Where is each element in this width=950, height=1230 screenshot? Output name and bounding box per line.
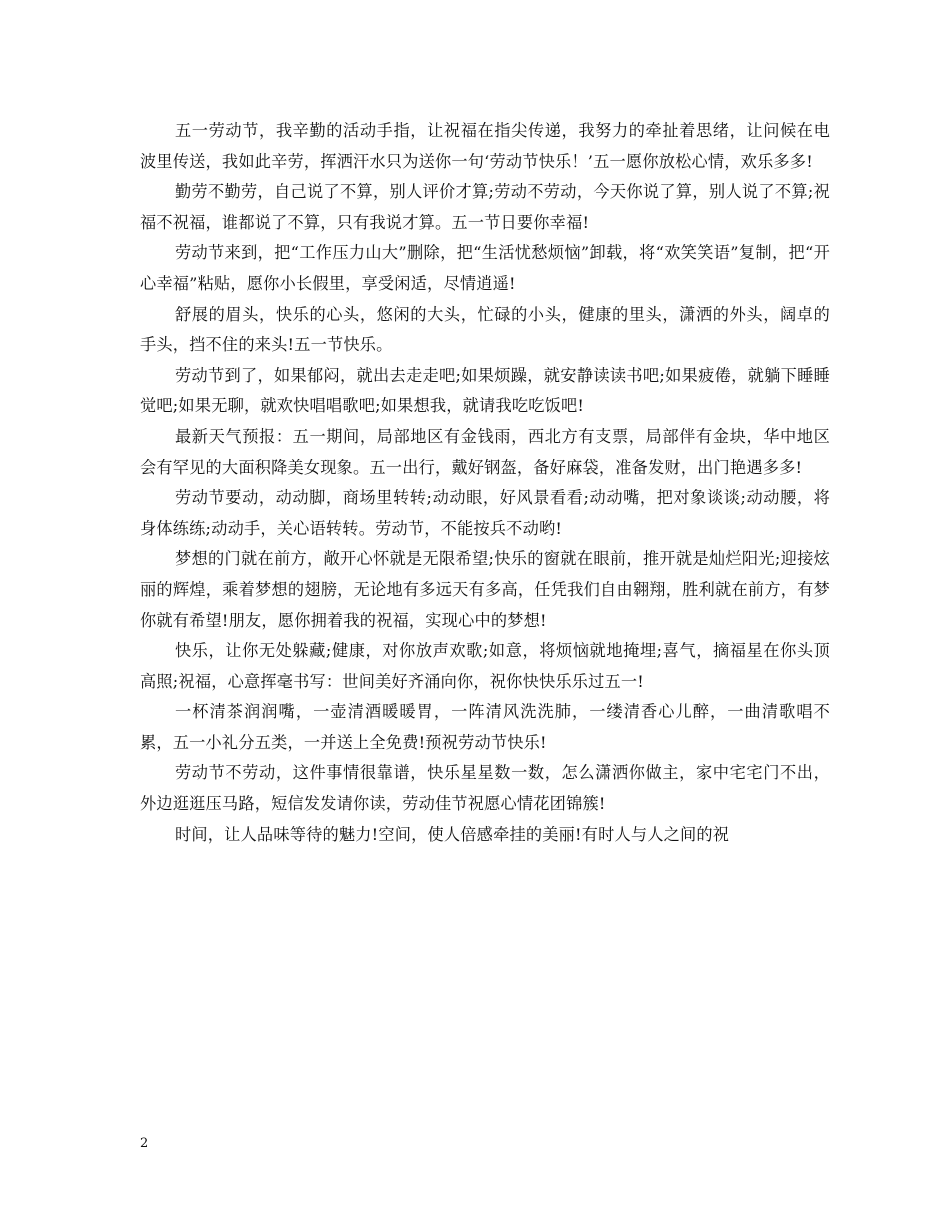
- paragraph-1: 五一劳动节，我辛勤的活动手指，让祝福在指尖传递，我努力的牵扯着思绪，让问候在电波里传送，我如此辛劳，挥洒汗水只为送你一句‘劳动节快乐！’五一愿你放松心情，欢乐多多!: [140, 121, 830, 171]
- paragraph-12: 时间，让人品味等待的魅力!空间，使人倍感牵挂的美丽!有时人与人之间的祝: [175, 824, 730, 844]
- paragraph-5: 劳动节到了，如果郁闷，就出去走走吧;如果烦躁，就安静读读书吧;如果疲倦，就躺下睡睡觉吧;如果无聊，就欢快唱唱歌吧;如果想我，就请我吃吃饭吧!: [140, 365, 830, 416]
- paragraph-8: 梦想的门就在前方，敞开心怀就是无限希望;快乐的窗就在眼前，推开就是灿烂阳光;迎接炫丽的辉煌，乘着梦想的翅膀，无论地有多远天有多高，任凭我们自由翱翔，胜利就在前方，有梦你就有希望!朋友，愿你拥着我的祝福，实现心中的梦想!: [140, 549, 830, 630]
- page-number: 2: [140, 1136, 149, 1151]
- paragraph-4: 舒展的眉头，快乐的心头，悠闲的大头，忙碌的小头，健康的里头，潇洒的外头，阔卓的手头，挡不住的来头!五一节快乐。: [140, 304, 830, 355]
- paragraph-7: 劳动节要动，动动脚，商场里转转;动动眼，好风景看看;动动嘴，把对象谈谈;动动腰，将身体练练;动动手，关心语转转。劳动节，不能按兵不动哟!: [140, 488, 830, 538]
- paragraph-11: 劳动节不劳动，这件事情很靠谱，快乐星星数一数，怎么潇洒你做主，家中宅宅门不出，外边逛逛压马路，短信发发请你读，劳动佳节祝愿心情花团锦簇!: [140, 763, 830, 814]
- body-text: [140, 116, 830, 850]
- paragraph-6: 最新天气预报：五一期间，局部地区有金钱雨，西北方有支票，局部伴有金块，华中地区会有罕见的大面积降美女现象。五一出行，戴好钢盔，备好麻袋，准备发财，出门艳遇多多!: [140, 426, 830, 477]
- paragraph-9: 快乐，让你无处躲藏;健康，对你放声欢歌;如意，将烦恼就地掩埋;喜气，摘福星在你头顶高照;祝福，心意挥毫书写：世间美好齐涌向你，祝你快快乐乐过五一!: [140, 641, 830, 691]
- paragraph-2: 勤劳不勤劳，自己说了不算，别人评价才算;劳动不劳动，今天你说了算，别人说了不算;祝福不祝福，谁都说了不算，只有我说才算。五一节日要你幸福!: [140, 182, 830, 232]
- paragraph-3: 劳动节来到，把“工作压力山大”删除，把“生活忧愁烦恼”卸载，将“欢笑笑语”复制，把“开心幸福”粘贴，愿你小长假里，享受闲适，尽情逍遥!: [140, 243, 830, 293]
- paragraph-10: 一杯清茶润润嘴，一壶清酒暖暖胃，一阵清风洗洗肺，一缕清香心儿醉，一曲清歌唱不累，五一小礼分五类，一并送上全免费!预祝劳动节快乐!: [140, 702, 830, 752]
